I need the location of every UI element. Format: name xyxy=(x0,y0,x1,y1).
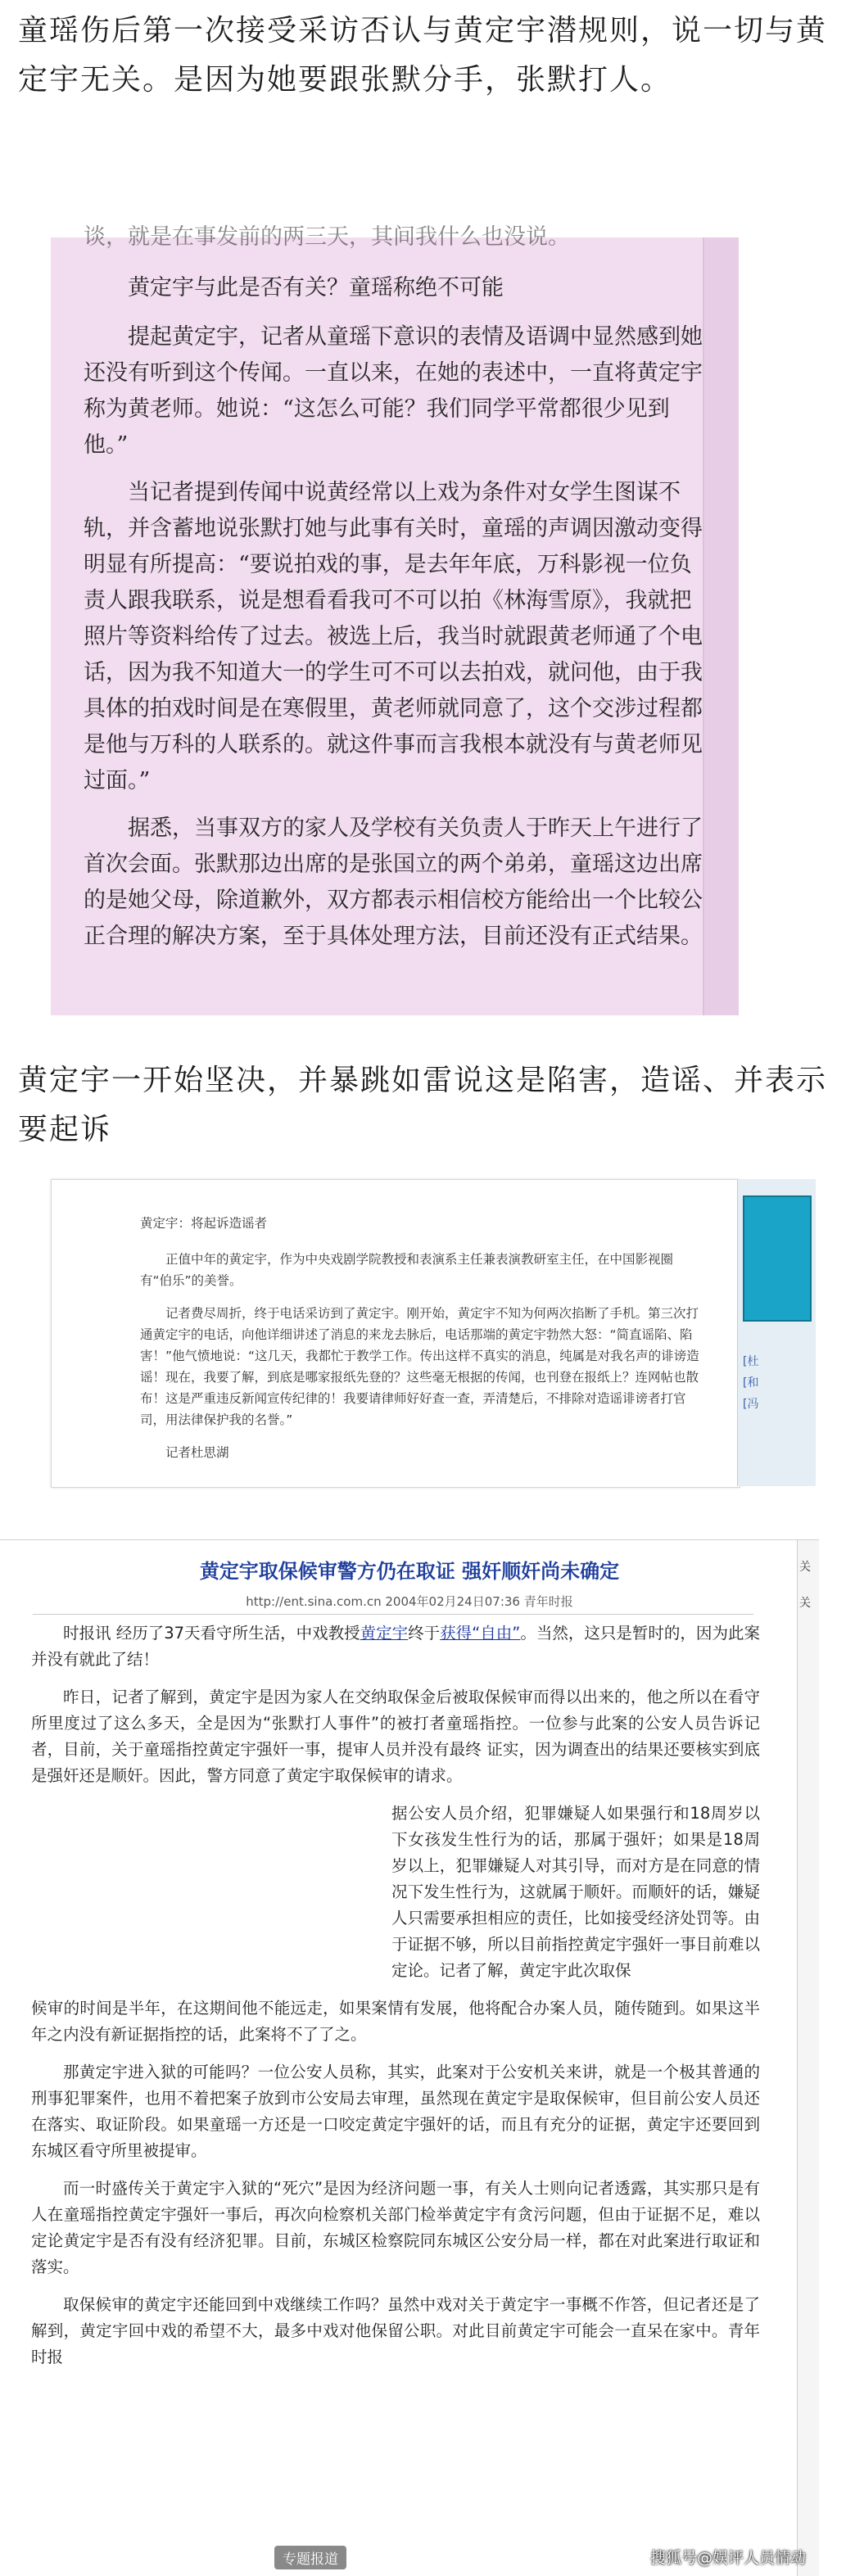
topic-tip[interactable]: 专题报道 xyxy=(274,2546,346,2569)
web-news-clipping xyxy=(0,1539,819,2576)
news-paragraph: 那黄定宇进入狱的可能吗？一位公安人员称，其实，此案对于公安机关来讲，就是一个极其普通的刑事犯罪案件，也用不着把案子放到市公安局去审理，虽然现在黄定宇是取保候审，但目前公安人员还在落实、取证阶段。如果童瑶一方还是一口咬定黄定宇强奸的话，而且有充分的证据，黄定宇还要回到东城区看守所里被提审。 xyxy=(31,2063,760,2160)
side-link[interactable]: [和 xyxy=(743,1376,759,1390)
clipping-paragraph: 正值中年的黄定宇，作为中央戏剧学院教授和表演系主任兼表演教研室主任，在中国影视圈有“伯乐”的美誉。 xyxy=(140,1252,674,1288)
watermark: 搜狐号@娱评人员情动 xyxy=(649,2549,806,2567)
divider xyxy=(33,1614,753,1615)
side-panel xyxy=(737,1179,816,1486)
clipping-byline: 记者杜思湖 xyxy=(165,1445,229,1460)
newspaper-clipping xyxy=(51,1179,740,1488)
clipping-paragraph: 记者费尽周折，终于电话采访到了黄定宇。刚开始，黄定宇不知为何两次掐断了手机。第三次打通黄定宇的电话，向他详细讲述了消息的来龙去脉后，电话那端的黄定宇勃然大怒：“简直谣陷、陷害！”他气愤地说：“这几天，我都忙于教学工作。传出这样不真实的消息，纯属是对我名声的诽谤造谣！现在，我要了解，到底是哪家报纸先登的？这些毫无根据的传闻，也刊登在报纸上？连网帖也散布！这是严重违反新闻宣传纪律的！我要请律师好好查一查，弄清楚后，不排除对造谣诽谤者打官司，用法律保护我的名誉。” xyxy=(140,1306,699,1427)
magazine-clipping xyxy=(51,224,739,1015)
clipping-subheading: 黄定宇与此是否有关？童瑶称绝不可能 xyxy=(128,275,504,301)
caption-heading-1: 童瑶伤后第一次接受采访否认与黄定宇潜规则，说一切与黄定宇无关。是因为她要跟张默分手，张默打人。 xyxy=(18,14,828,97)
clipping-cut-line: 谈，就是在事发前的两三天，其间我什么也没说。 xyxy=(84,224,570,250)
side-link[interactable]: [冯 xyxy=(743,1398,759,1411)
news-link[interactable]: 黄定宇 xyxy=(360,1624,409,1643)
clipping-title: 黄定宇：将起诉造谣者 xyxy=(140,1216,268,1231)
side-image xyxy=(743,1195,812,1322)
clipping-paragraph: 提起黄定宇，记者从童瑶下意识的表情及语调中显然感到她还没有听到这个传闻。一直以来，在她的表述中，一直将黄定宇称为黄老师。她说：“这怎么可能？我们同学平常都很少见到他。” xyxy=(84,324,703,458)
news-paragraph: 昨日，记者了解到，黄定宇是因为家人在交纳取保金后被取保候审而得以出来的，他之所以在看守所里度过了这么多天，全是因为“张默打人事件”的被打者童瑶指控。一位参与此案的公安人员告诉记者，目前，关于童瑶指控黄定宇强奸一事，提审人员并没有最终 证实，因为调查出的结果还要核实到底是强奸还是顺奸。因此，警方同意了黄定宇取保候审的请求。 xyxy=(31,1688,760,1785)
news-paragraph-narrow: 据公安人员介绍，犯罪嫌疑人如果强行和18周岁以下女孩发生性行为的话，那属于强奸；如果是18周岁以上，犯罪嫌疑人对其引导，而对方是在同意的情况下发生性行为，这就属于顺奸。而顺奸的话，嫌疑人只需要承担相应的责任，比如接受经济处罚等。由于证据不够，所以目前指控黄定宇强奸一事目前难以定论。记者了解，黄定宇此次取保 xyxy=(391,1804,760,1980)
news-source-line: http://ent.sina.com.cn 2004年02月24日07:36 青年时报 xyxy=(246,1594,573,1609)
news-paragraph: 候审的时间是半年，在这期间他不能远走，如果案情有发展，他将配合办案人员，随传随到。如果这半年之内没有新证据指控的话，此案将不了了之。 xyxy=(31,1999,760,2044)
news-paragraph: 取保候审的黄定宇还能回到中戏继续工作吗？虽然中戏对关于黄定宇一事概不作答，但记者还是了解到，黄定宇回中戏的希望不大，最多中戏对他保留公职。对此目前黄定宇可能会一直呆在家中。青年时报 xyxy=(31,2295,760,2366)
news-headline: 黄定宇取保候审警方仍在取证 强奸顺奸尚未确定 xyxy=(199,1560,620,1583)
right-edge-panel: 关 关 xyxy=(797,1540,819,2576)
side-link[interactable]: [杜 xyxy=(743,1355,759,1368)
news-paragraph: 而一时盛传关于黄定宇入狱的“死穴”是因为经济问题一事，有关人士则向记者透露，其实那只是有人在童瑶指控黄定宇强奸一事后，再次向检察机关部门检举黄定宇有贪污问题，但由于证据不足，难以定论黄定宇是否有没有经济犯罪。目前，东城区检察院同东城区公安分局一样，都在对此案进行取证和落实。 xyxy=(31,2179,760,2276)
caption-heading-2: 黄定宇一开始坚决，并暴跳如雷说这是陷害，造谣、并表示要起诉 xyxy=(18,1064,828,1146)
clipping-paragraph: 当记者提到传闻中说黄经常以上戏为条件对女学生图谋不轨，并含蓄地说张默打她与此事有关时，童瑶的声调因激动变得明显有所提高：“要说拍戏的事，是去年年底，万科影视一位负责人跟我联系，说是想看看我可不可以拍《林海雪原》，我就把照片等资料给传了过去。被选上后，我当时就跟黄老师通了个电话，因为我不知道大一的学生可不可以去拍戏，就问他，由于我具体的拍戏时间是在寒假里，黄老师就同意了，这个交涉过程都是他与万科的人联系的。就这件事而言我根本就没有与黄老师见过面。” xyxy=(84,480,703,793)
clipping-paragraph: 据悉，当事双方的家人及学校有关负责人于昨天上午进行了首次会面。张默那边出席的是张国立的两个弟弟，童瑶这边出席的是她父母，除道歉外，双方都表示相信校方能给出一个比较公正合理的解决方案，至于具体处理方法，目前还没有正式结果。 xyxy=(84,816,703,949)
news-link[interactable]: 获得“自由” xyxy=(440,1624,521,1643)
page-edge-strip xyxy=(703,237,739,1015)
news-paragraph: 时报讯 经历了37天看守所生活，中戏教授黄定宇终于获得“自由”。当然，这只是暂时的，因为此案并没有就此了结！ xyxy=(31,1624,760,1669)
